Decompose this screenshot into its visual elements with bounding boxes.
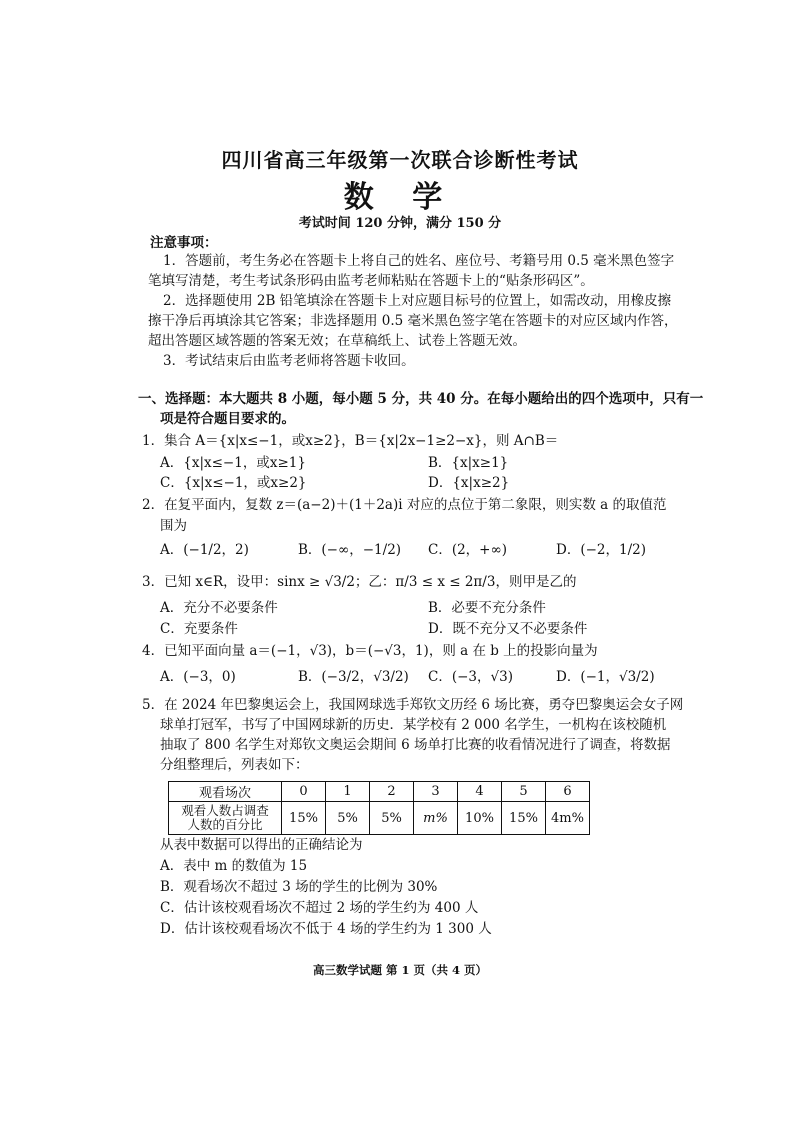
- table-cell: 5%: [370, 802, 414, 835]
- q2-option-d: D．(−2，1/2): [556, 542, 646, 558]
- section-heading: 一、选择题：本大题共 8 小题，每小题 5 分，共 40 分。在每小题给出的四个选项中，只有一: [138, 391, 704, 407]
- table-cell: 6: [546, 782, 590, 802]
- q3-option-b: B．必要不充分条件: [428, 600, 546, 616]
- question-5-stem-cont: 分组整理后，列表如下：: [160, 757, 309, 773]
- q4-option-d: D．(−1，√3/2): [556, 669, 655, 685]
- q2-option-c: C．(2，+∞): [428, 542, 508, 558]
- q3-option-c: C．充要条件: [160, 621, 238, 637]
- q1-option-c: C．{x|x≤−1，或x≥2}: [160, 475, 307, 491]
- question-5-stem: 5．在 2024 年巴黎奥运会上，我国网球选手郑钦文历经 6 场比赛，勇夺巴黎奥运会女子网: [142, 697, 684, 713]
- question-4-stem: 4．已知平面向量 a＝(−1，√3)，b＝(−√3，1)，则 a 在 b 上的投影向量为: [142, 643, 598, 659]
- section-heading-cont: 项是符合题目要求的。: [160, 411, 295, 427]
- table-header-line: 观看人数占调查: [181, 803, 269, 818]
- exam-info: 考试时间 120 分钟，满分 150 分: [298, 216, 502, 231]
- table-cell: 2: [370, 782, 414, 802]
- notes-heading: 注意事项：: [150, 235, 218, 251]
- table-cell: 5%: [326, 802, 370, 835]
- q4-option-b: B．(−3/2，√3/2): [298, 669, 409, 685]
- table-cell: m%: [414, 802, 458, 835]
- question-5-stem-cont: 球单打冠军，书写了中国网球新的历史．某学校有 2 000 名学生，一机构在该校随机: [160, 717, 667, 733]
- table-cell: 15%: [502, 802, 546, 835]
- table-row: [169, 782, 590, 802]
- q5-option-a: A．表中 m 的数值为 15: [160, 858, 308, 874]
- table-cell: 1: [326, 782, 370, 802]
- q5-option-d: D．估计该校观看场次不低于 4 场的学生约为 1 300 人: [160, 921, 492, 937]
- table-cell: 0: [282, 782, 326, 802]
- subject-title: 数 学: [343, 180, 457, 215]
- viewing-stats-table: [168, 781, 590, 835]
- table-row: [169, 802, 590, 835]
- q1-option-b: B．{x|x≥1}: [428, 455, 509, 471]
- question-1-stem: 1．集合 A＝{x|x≤−1，或x≥2}，B＝{x|2x−1≥2−x}，则 A∩B＝: [142, 433, 559, 449]
- q3-option-a: A．充分不必要条件: [160, 600, 278, 616]
- question-5-prompt: 从表中数据可以得出的正确结论为: [160, 837, 363, 853]
- question-3-stem: 3．已知 x∈R，设甲：sinx ≥ √3/2；乙：π/3 ≤ x ≤ 2π/3，则甲是乙的: [142, 574, 577, 590]
- notes-line: 1．答题前，考生务必在答题卡上将自己的姓名、座位号、考籍号用 0.5 毫米黑色签字: [163, 253, 675, 269]
- page-footer: 高三数学试题 第 1 页（共 4 页）: [312, 963, 488, 977]
- q2-option-b: B．(−∞，−1/2): [298, 542, 402, 558]
- exam-title: 四川省高三年级第一次联合诊断性考试: [221, 148, 579, 172]
- q1-option-d: D．{x|x≥2}: [428, 475, 510, 491]
- q4-option-c: C．(−3，√3): [428, 669, 513, 685]
- table-cell: 5: [502, 782, 546, 802]
- question-2-stem-cont: 围为: [160, 518, 187, 534]
- q5-option-b: B．观看场次不超过 3 场的学生的比例为 30%: [160, 879, 438, 895]
- notes-line: 擦干净后再填涂其它答案；非选择题用 0.5 毫米黑色签字笔在答题卡的对应区域内作答，: [148, 313, 678, 329]
- notes-line: 笔填写清楚，考生考试条形码由监考老师粘贴在答题卡上的“贴条形码区”。: [148, 273, 594, 289]
- question-5-stem-cont: 抽取了 800 名学生对郑钦文奥运会期间 6 场单打比赛的收看情况进行了调查，将数据: [160, 737, 671, 753]
- question-2-stem: 2．在复平面内，复数 z＝(a−2)＋(1＋2a)i 对应的点位于第二象限，则实数 a 的取值范: [142, 497, 667, 513]
- table-cell: 3: [414, 782, 458, 802]
- q4-option-a: A．(−3，0): [160, 669, 236, 685]
- table-cell: 4m%: [546, 802, 590, 835]
- table-header-cell: 观看场次: [169, 782, 282, 802]
- notes-line: 3．考试结束后由监考老师将答题卡收回。: [163, 353, 415, 369]
- q2-option-a: A．(−1/2，2): [160, 542, 249, 558]
- notes-line: 2．选择题使用 2B 铅笔填涂在答题卡上对应题目标号的位置上，如需改动，用橡皮擦: [163, 293, 672, 309]
- table-header-line: 人数的百分比: [187, 817, 263, 832]
- q3-option-d: D．既不充分又不必要条件: [428, 621, 588, 637]
- table-cell: 4: [458, 782, 502, 802]
- q5-option-c: C．估计该校观看场次不超过 2 场的学生约为 400 人: [160, 900, 479, 916]
- table-header-cell: [169, 802, 282, 835]
- table-cell: 15%: [282, 802, 326, 835]
- q1-option-a: A．{x|x≤−1，或x≥1}: [160, 455, 306, 471]
- table-cell: 10%: [458, 802, 502, 835]
- notes-line: 超出答题区域答题的答案无效；在草稿纸上、试卷上答题无效。: [148, 333, 526, 349]
